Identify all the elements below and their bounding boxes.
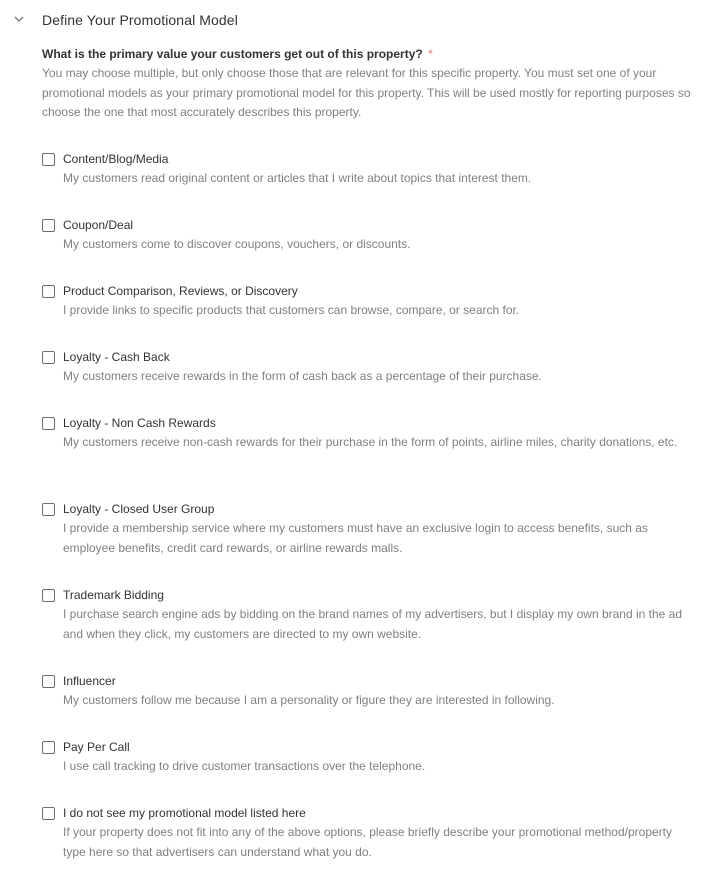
option-description: My customers receive rewards in the form of cash back as a percentage of their purchase. [63, 369, 542, 383]
option-description: I use call tracking to drive customer transactions over the telephone. [63, 759, 426, 773]
option-label[interactable]: Content/Blog/Media [63, 152, 169, 166]
checkbox-trademark-bidding[interactable] [42, 589, 55, 602]
checkbox-product-comparison[interactable] [42, 285, 55, 298]
option-product-comparison [42, 282, 682, 321]
checkbox-coupon-deal[interactable] [42, 219, 55, 232]
checkbox-loyalty-closed-user-group[interactable] [42, 503, 55, 516]
option-label[interactable]: Pay Per Call [63, 740, 130, 754]
question-block [42, 46, 692, 123]
option-label[interactable]: Trademark Bidding [63, 588, 164, 602]
option-description: If your property does not fit into any of the above options, please briefly describe your promotional method/property type here so that advertisers can understand what you do. [63, 825, 673, 859]
section-header-define-promotional-model[interactable] [0, 0, 720, 40]
question-text: What is the primary value your customers get out of this property? [42, 47, 423, 61]
question-title [42, 46, 692, 63]
option-description: My customers come to discover coupons, vouchers, or discounts. [63, 237, 411, 251]
option-description: I purchase search engine ads by bidding on the brand names of my advertisers, but I display my own brand in the ad and when they click, my customers are directed to my own website. [63, 607, 683, 641]
option-trademark-bidding [42, 586, 682, 644]
option-loyalty-cash-back [42, 348, 682, 387]
checkbox-pay-per-call[interactable] [42, 741, 55, 754]
option-description: My customers read original content or articles that I write about topics that interest them. [63, 171, 532, 185]
chevron-down-icon[interactable] [12, 12, 26, 26]
option-label[interactable]: Coupon/Deal [63, 218, 134, 232]
required-marker: * [428, 47, 433, 61]
option-label[interactable]: Loyalty - Non Cash Rewards [63, 416, 216, 430]
option-pay-per-call [42, 738, 682, 777]
option-loyalty-closed-user-group [42, 500, 682, 558]
option-description: I provide a membership service where my customers must have an exclusive login to access benefits, such as employee benefits, credit card rewards, or airline rewards malls. [63, 521, 648, 555]
option-content-blog-media [42, 150, 682, 189]
option-label[interactable]: Product Comparison, Reviews, or Discovery [63, 284, 298, 298]
option-loyalty-non-cash-rewards [42, 414, 682, 453]
option-description: I provide links to specific products that customers can browse, compare, or search for. [63, 303, 520, 317]
option-label[interactable]: Loyalty - Cash Back [63, 350, 170, 364]
option-label[interactable]: Influencer [63, 674, 116, 688]
checkbox-loyalty-non-cash-rewards[interactable] [42, 417, 55, 430]
checkbox-content-blog-media[interactable] [42, 153, 55, 166]
option-label[interactable]: I do not see my promotional model listed here [63, 806, 306, 820]
option-description: My customers follow me because I am a personality or figure they are interested in following. [63, 693, 555, 707]
checkbox-loyalty-cash-back[interactable] [42, 351, 55, 364]
question-help-text: You may choose multiple, but only choose those that are relevant for this specific property. You must set one of your promotional models as your primary promotional model for this property. This will be used mostly for reporting purposes so choose the one that most accurately describes this property. [42, 66, 691, 119]
option-influencer [42, 672, 682, 711]
option-description: My customers receive non-cash rewards for their purchase in the form of points, airline miles, charity donations, etc. [63, 435, 678, 449]
option-label[interactable]: Loyalty - Closed User Group [63, 502, 215, 516]
section-title: Define Your Promotional Model [42, 12, 238, 28]
checkbox-influencer[interactable] [42, 675, 55, 688]
option-coupon-deal [42, 216, 682, 255]
checkbox-not-listed[interactable] [42, 807, 55, 820]
option-not-listed [42, 804, 682, 862]
